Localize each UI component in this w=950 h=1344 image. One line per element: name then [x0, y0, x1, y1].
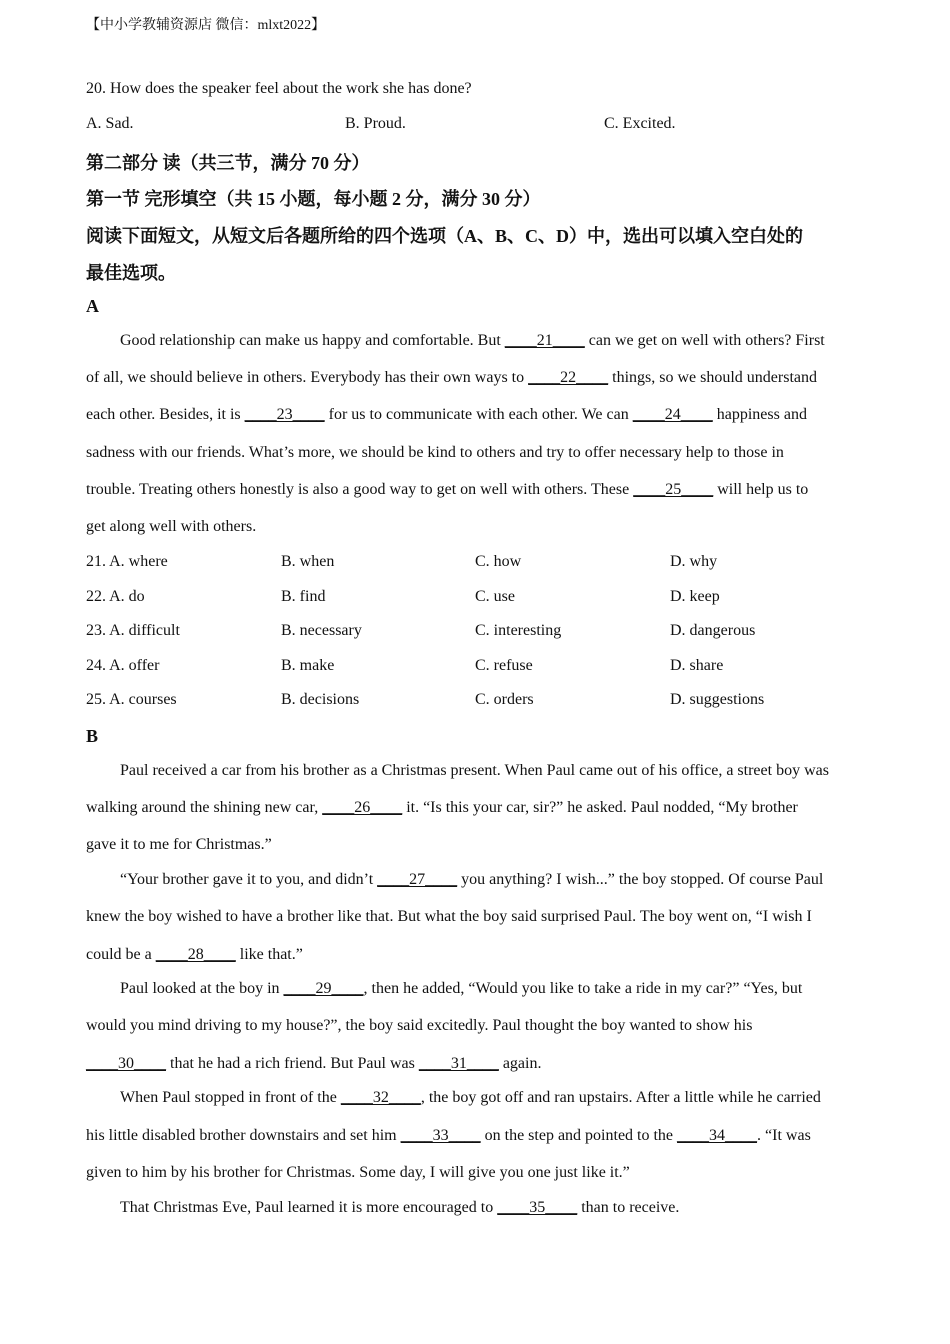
passage-b-line: When Paul stopped in front of the ____32____, the boy got off and ran upstairs. After a little while he carried — [120, 1089, 821, 1106]
q22-option-b: B. find — [281, 588, 326, 605]
question-20: 20. How does the speaker feel about the work she has done? — [86, 80, 472, 97]
q22-option-c: C. use — [475, 588, 515, 605]
q21-option-d: D. why — [670, 553, 718, 570]
passage-a-line: each other. Besides, it is ____23____ for us to communicate with each other. We can ____24____ happiness and — [86, 406, 807, 423]
passage-a-line: Good relationship can make us happy and comfortable. But ____21____ can we get on well with others? First — [120, 332, 825, 349]
q24-option-b: B. make — [281, 657, 335, 674]
passage-b-line: “Your brother gave it to you, and didn’t ____27____ you anything? I wish...” the boy stopped. Of course Paul — [120, 871, 824, 888]
passage-b-line: given to him by his brother for Christmas. Some day, I will give you one just like it.” — [86, 1164, 630, 1181]
q21-option-b: B. when — [281, 553, 335, 570]
q20-option-c: C. Excited. — [604, 115, 676, 132]
passage-b-line: could be a ____28____ like that.” — [86, 946, 303, 963]
q23-option-d: D. dangerous — [670, 622, 756, 639]
q21-option-a: 21. A. where — [86, 553, 168, 570]
blank-33: ____33____ — [400, 1127, 481, 1144]
blank-35: ____35____ — [497, 1199, 578, 1216]
blank-25: ____25____ — [633, 481, 714, 498]
q21-option-c: C. how — [475, 553, 522, 570]
q25-option-a: 25. A. courses — [86, 691, 177, 708]
q22-option-d: D. keep — [670, 588, 720, 605]
passage-b-line: his little disabled brother downstairs and set him ____33____ on the step and pointed to the ____34____. “It was — [86, 1127, 811, 1144]
q22-option-a: 22. A. do — [86, 588, 145, 605]
passage-b-label: B — [86, 726, 99, 746]
instruction-line-2: 最佳选项。 — [86, 263, 176, 283]
q20-option-b: B. Proud. — [345, 115, 406, 132]
blank-28: ____28____ — [155, 946, 236, 963]
blank-31: ____31____ — [418, 1055, 499, 1072]
blank-24: ____24____ — [632, 406, 713, 423]
blank-23: ____23____ — [244, 406, 325, 423]
passage-a-line: get along well with others. — [86, 518, 257, 535]
blank-26: ____26____ — [322, 799, 403, 816]
q25-option-b: B. decisions — [281, 691, 360, 708]
header-banner: 【中小学教辅资源店 微信：mlxt2022】 — [86, 18, 326, 33]
q23-option-c: C. interesting — [475, 622, 562, 639]
passage-b-line: gave it to me for Christmas.” — [86, 836, 272, 853]
passage-b-line: would you mind driving to my house?”, the boy said excitedly. Paul thought the boy wanted to show his — [86, 1017, 753, 1034]
passage-b-line: Paul received a car from his brother as a Christmas present. When Paul came out of his office, a street boy was — [120, 762, 829, 779]
blank-34: ____34____ — [677, 1127, 758, 1144]
instruction-line-1: 阅读下面短文，从短文后各题所给的四个选项（A、B、C、D）中，选出可以填入空白处的 — [86, 226, 803, 246]
part2-heading: 第二部分 读（共三节，满分 70 分） — [86, 153, 370, 173]
q24-option-d: D. share — [670, 657, 724, 674]
passage-b-line: ____30____ that he had a rich friend. But Paul was ____31____ again. — [86, 1055, 542, 1072]
passage-b-line: walking around the shining new car, ____26____ it. “Is this your car, sir?” he asked. Paul nodded, “My brother — [86, 799, 798, 816]
blank-27: ____27____ — [377, 871, 458, 888]
blank-21: ____21____ — [504, 332, 585, 349]
passage-b-line: That Christmas Eve, Paul learned it is more encouraged to ____35____ than to receive. — [120, 1199, 680, 1216]
q20-option-a: A. Sad. — [86, 115, 134, 132]
passage-a-line: of all, we should believe in others. Everybody has their own ways to ____22____ things, so we should understand — [86, 369, 817, 386]
passage-a-line: sadness with our friends. What’s more, we should be kind to others and try to offer necessary help to those in — [86, 444, 784, 461]
q24-option-c: C. refuse — [475, 657, 533, 674]
q25-option-c: C. orders — [475, 691, 534, 708]
blank-32: ____32____ — [340, 1089, 421, 1106]
q23-option-b: B. necessary — [281, 622, 362, 639]
q25-option-d: D. suggestions — [670, 691, 765, 708]
passage-a-line: trouble. Treating others honestly is also a good way to get on well with others. These ____25____ will help us to — [86, 481, 809, 498]
section1-heading: 第一节 完形填空（共 15 小题，每小题 2 分，满分 30 分） — [86, 189, 541, 209]
blank-30: ____30____ — [86, 1055, 166, 1072]
passage-b-line: Paul looked at the boy in ____29____, then he added, “Would you like to take a ride in my car?” “Yes, but — [120, 980, 803, 997]
blank-22: ____22____ — [528, 369, 609, 386]
q24-option-a: 24. A. offer — [86, 657, 160, 674]
passage-b-line: knew the boy wished to have a brother like that. But what the boy said surprised Paul. The boy went on, “I wish I — [86, 908, 812, 925]
blank-29: ____29____ — [283, 980, 364, 997]
passage-a-label: A — [86, 296, 99, 316]
q23-option-a: 23. A. difficult — [86, 622, 180, 639]
